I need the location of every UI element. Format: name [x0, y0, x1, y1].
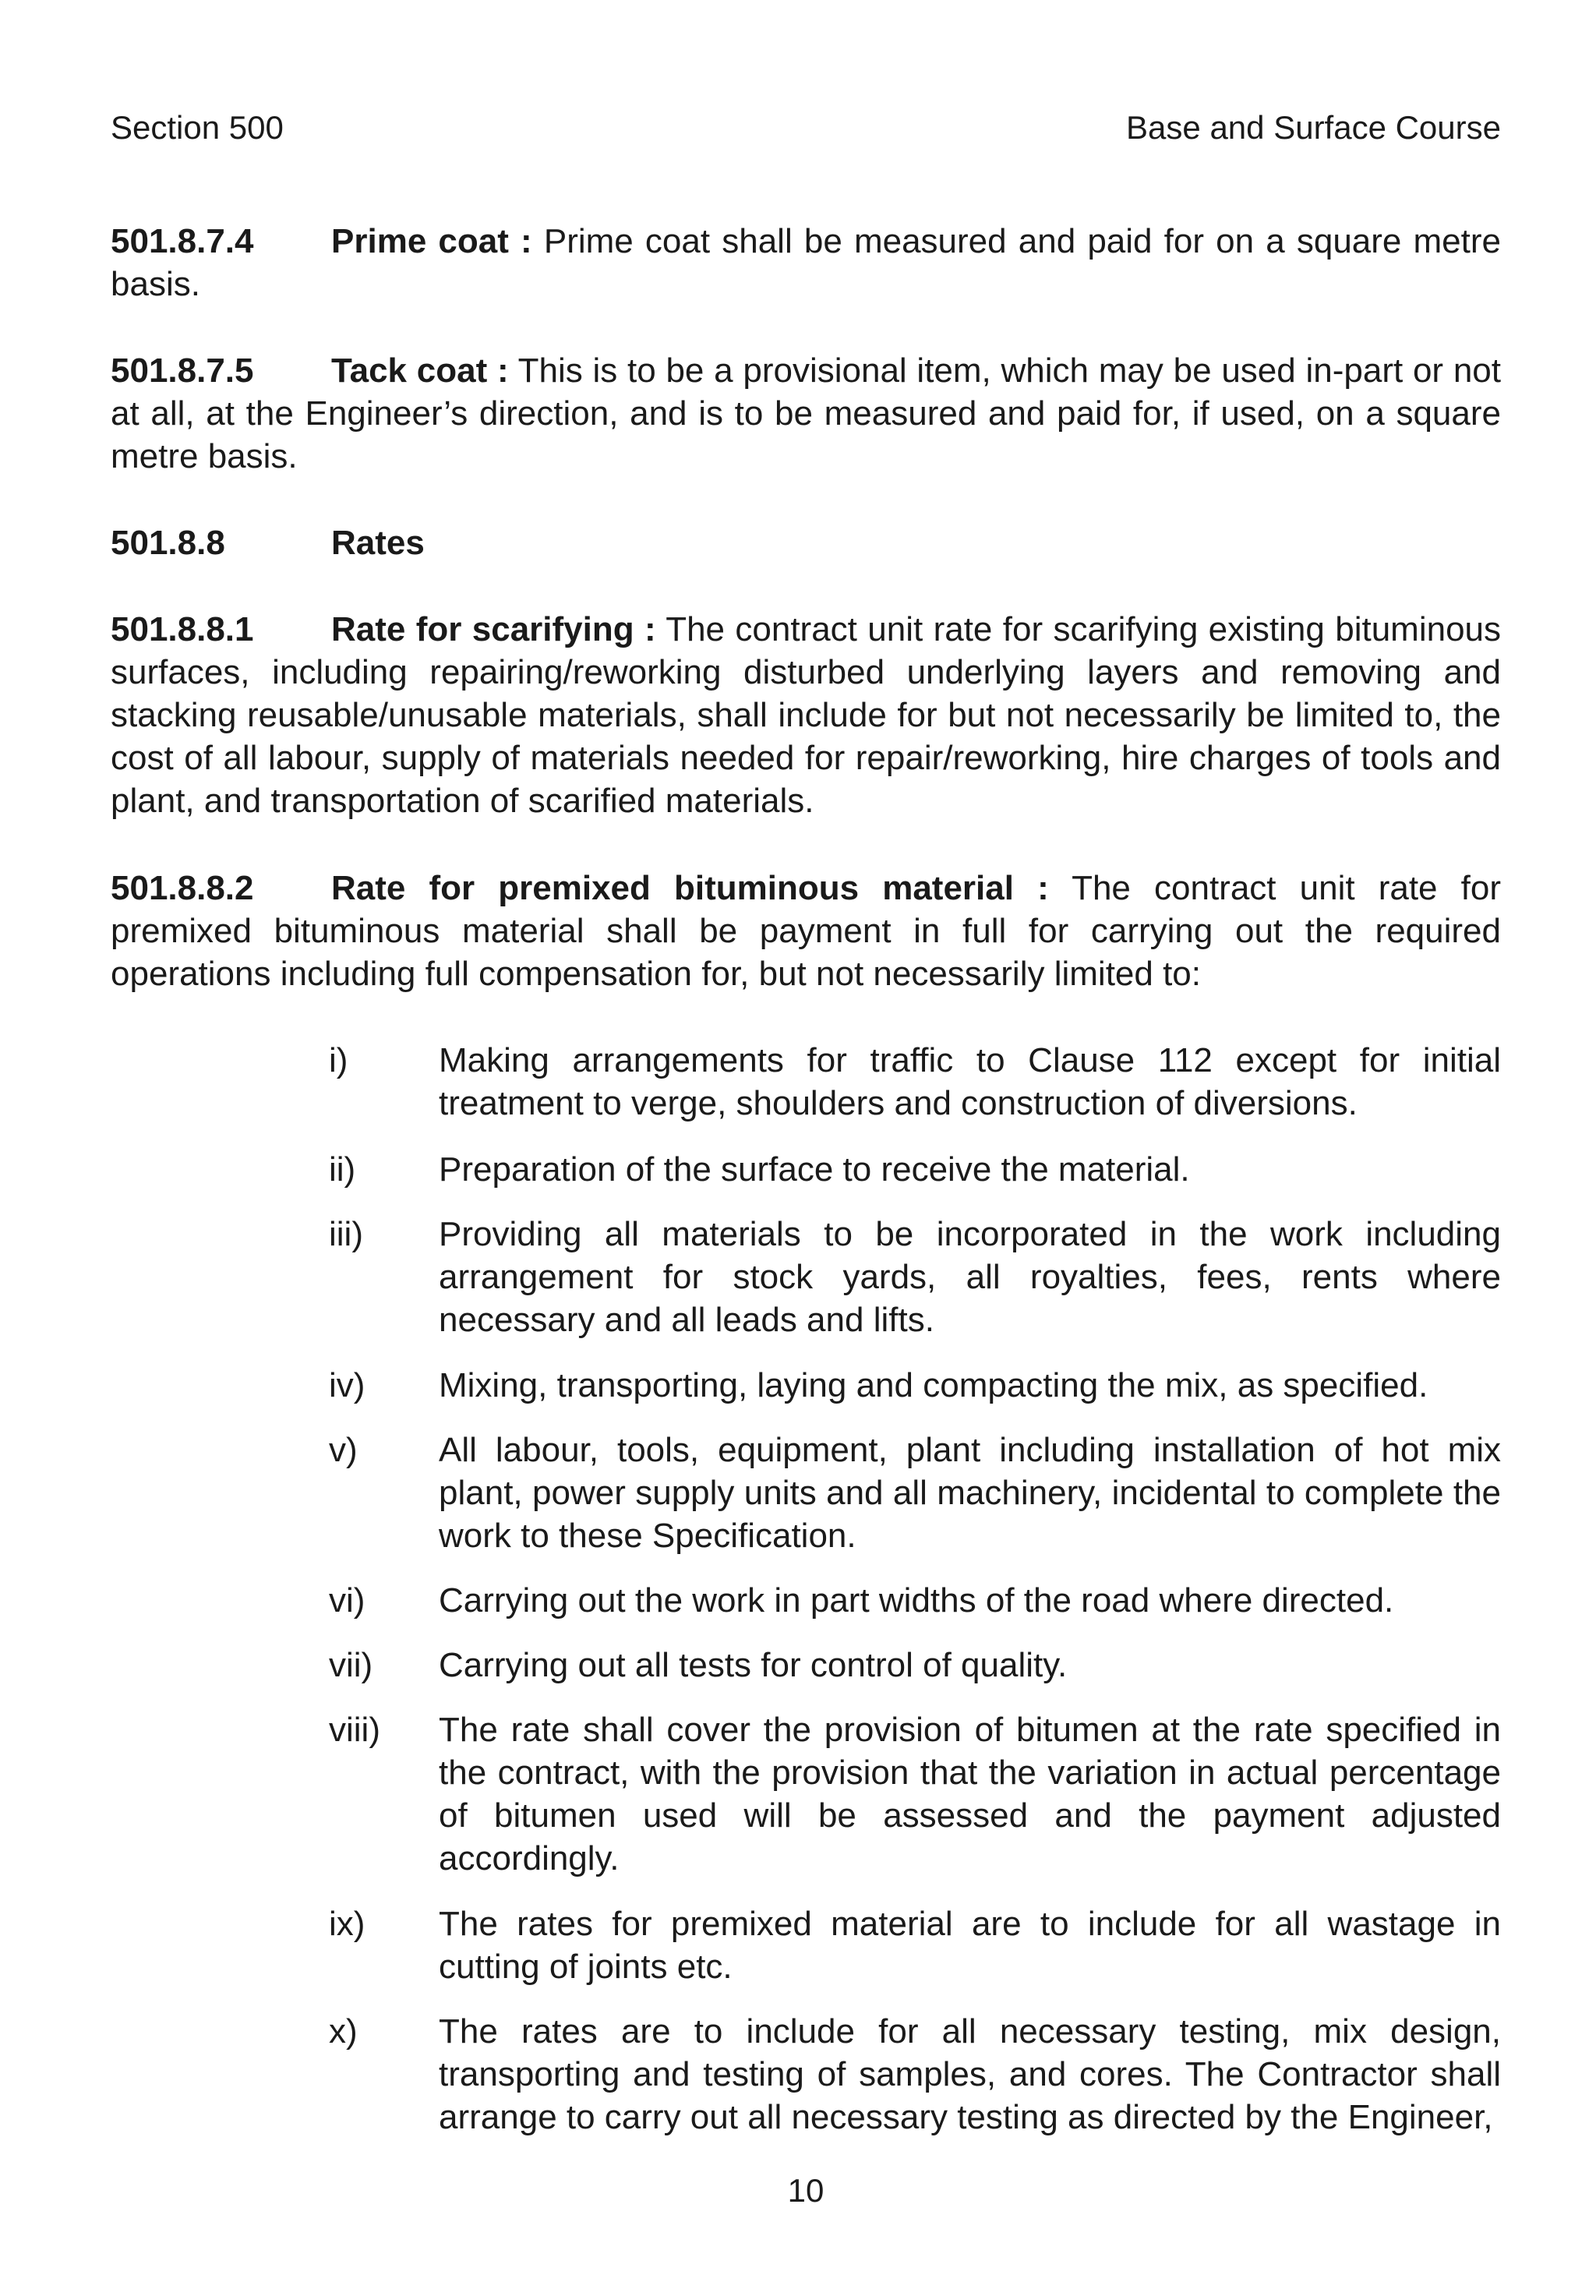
running-header [111, 106, 1501, 150]
clause-number: 501.8.8.2 [111, 869, 254, 907]
list-text: Making arrangements for traffic to Clause 112 except for initial treatment to verge, shoulders and construction of diversions. [439, 1041, 1501, 1122]
clause-heading: Rate for premixed bituminous material : [331, 869, 1049, 907]
list-marker: viii) [329, 1711, 380, 1749]
clause-501-8-8 [111, 521, 1501, 564]
list-text: Providing all materials to be incorporated in the work including arrangement for stock yards, all royalties, fees, rents where necessary and all leads and lifts. [439, 1215, 1501, 1339]
list-text: Mixing, transporting, laying and compacting the mix, as specified. [439, 1366, 1428, 1404]
list-text: Carrying out all tests for control of quality. [439, 1646, 1068, 1684]
list-marker: i) [329, 1041, 348, 1079]
list-marker: vi) [329, 1581, 365, 1620]
page-number: 10 [787, 2172, 824, 2209]
clause-501-8-7-4 [111, 220, 1501, 306]
clause-body: The contract unit rate for scarifying existing bituminous surfaces, including repairing/reworking disturbed underlying layers and removing and stacking reusable/unusable materials, shall include for but not necessarily be limited to, the cost of all labour, supply of materials needed for repair/reworking, hire charges of tools and plant, and transportation of scarified materials. [111, 610, 1502, 820]
list-marker: ix) [329, 1905, 365, 1943]
clause-number: 501.8.8 [111, 524, 225, 562]
clause-heading: Tack coat : [331, 351, 509, 390]
list-text: The rates are to include for all necessary testing, mix design, transporting and testing of samples, and cores. The Contractor shall arrange to carry out all necessary testing as directed by the Engineer, [439, 2012, 1501, 2136]
list-marker: ii) [329, 1150, 356, 1189]
list-text: The rate shall cover the provision of bitumen at the rate specified in the contract, with the provision that the variation in actual percentage of bitumen used will be assessed and the payment adjusted accordingly. [439, 1711, 1501, 1877]
list-marker: iv) [329, 1366, 365, 1404]
clause-number: 501.8.7.5 [111, 351, 254, 390]
header-title: Base and Surface Course [1126, 109, 1501, 146]
list-text: Preparation of the surface to receive the material. [439, 1150, 1190, 1189]
clause-heading: Prime coat : [331, 222, 532, 260]
clause-number: 501.8.7.4 [111, 222, 254, 260]
document-page [111, 0, 1501, 2296]
list-text: All labour, tools, equipment, plant including installation of hot mix plant, power supply units and all machinery, incidental to complete the work to these Specification. [439, 1431, 1501, 1555]
clause-body: The contract unit rate for premixed bituminous material shall be payment in full for carrying out the required operations including full compensation for, but not necessarily limited to: [111, 869, 1501, 993]
list-marker: v) [329, 1431, 358, 1469]
list-marker: x) [329, 2012, 358, 2051]
clause-body: This is to be a provisional item, which may be used in-part or not at all, at the Engineer’s direction, and is to be measured and paid for, if used, on a square metre basis. [111, 351, 1501, 475]
clause-heading: Rate for scarifying : [331, 610, 656, 648]
clause-body: Prime coat shall be measured and paid for on a square metre basis. [111, 222, 1501, 303]
clause-heading: Rates [331, 524, 425, 562]
list-marker: vii) [329, 1646, 373, 1684]
list-text: The rates for premixed material are to include for all wastage in cutting of joints etc. [439, 1905, 1501, 1986]
clause-501-8-8-1 [111, 608, 1501, 822]
clause-number: 501.8.8.1 [111, 610, 254, 648]
clause-501-8-7-5 [111, 349, 1501, 478]
clause-501-8-8-2 [111, 867, 1501, 995]
list-marker: iii) [329, 1215, 363, 1253]
header-section: Section 500 [111, 109, 284, 146]
list-text: Carrying out the work in part widths of the road where directed. [439, 1581, 1394, 1620]
